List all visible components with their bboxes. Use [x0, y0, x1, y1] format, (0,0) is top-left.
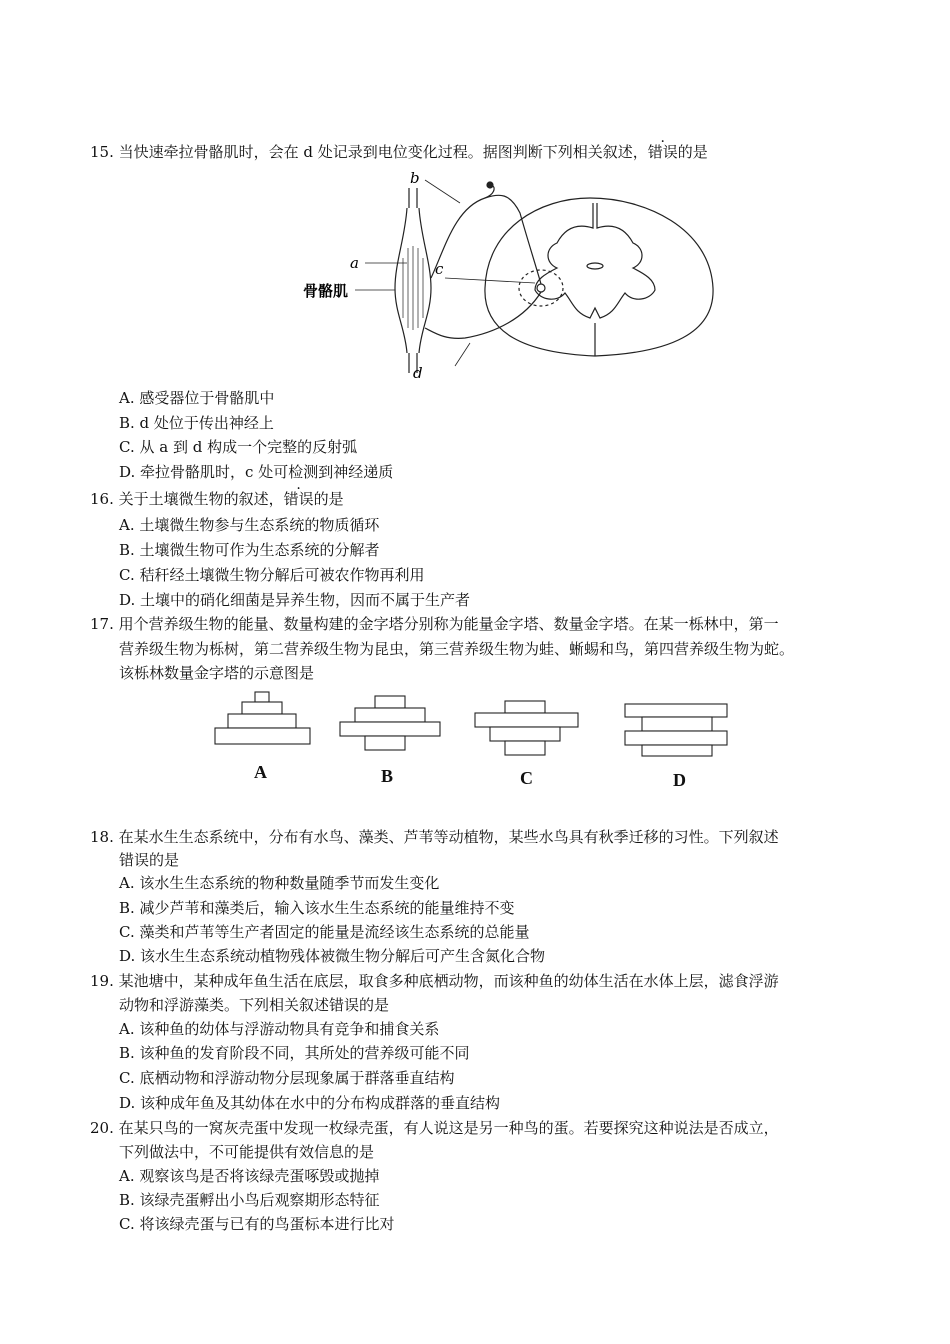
q15-stem: 15. 当快速牵拉骨骼肌时，会在 d 处记录到电位变化过程。据图判断下列相关叙述，错误的是: [90, 143, 708, 161]
q20-option-a: A. 观察该鸟是否将该绿壳蛋啄毁或抛掉: [119, 1167, 380, 1185]
q18-option-c: C. 藻类和芦苇等生产者固定的能量是流经该生态系统的总能量: [119, 923, 530, 941]
emphasis-dots: 错误: [283, 490, 314, 508]
q18-option-a: A. 该水生生态系统的物种数量随季节而发生变化: [119, 874, 440, 892]
emphasis-dots: 错误: [647, 143, 678, 161]
pyramid-label-b: B: [381, 766, 394, 786]
q19-stem-line1: 19. 某池塘中，某种成年鱼生活在底层，取食多种底栖动物，而该种鱼的幼体生活在水体上层，滤食浮游: [90, 972, 779, 990]
q20-option-c: C. 将该绿壳蛋与已有的鸟蛋标本进行比对: [119, 1215, 395, 1233]
pyramid-a: [215, 692, 310, 744]
pyramid-options-figure: [210, 688, 730, 758]
q19-option-b: B. 该种鱼的发育阶段不同，其所处的营养级可能不同: [119, 1044, 470, 1062]
q19-option-c: C. 底栖动物和浮游动物分层现象属于群落垂直结构: [119, 1069, 455, 1087]
q18-option-b: B. 减少芦苇和藻类后，输入该水生生态系统的能量维持不变: [119, 899, 515, 917]
q18-stem-line1: 18. 在某水生生态系统中，分布有水鸟、藻类、芦苇等动植物，某些水鸟具有秋季迁移的习性。下列叙述: [90, 828, 779, 846]
q20-option-b: B. 该绿壳蛋孵出小鸟后观察期形态特征: [119, 1191, 380, 1209]
q16-option-b: B. 土壤微生物可作为生态系统的分解者: [119, 541, 380, 559]
q16-option-d: D. 土壤中的硝化细菌是异养生物，因而不属于生产者: [119, 591, 471, 609]
pyramid-label-a: A: [254, 762, 267, 782]
label-b: b: [410, 169, 420, 187]
label-a: a: [350, 254, 359, 272]
q15-option-b: B. d 处位于传出神经上: [119, 414, 274, 432]
pyramid-d: [625, 704, 727, 756]
label-d: d: [413, 364, 423, 382]
q16-option-a: A. 土壤微生物参与生态系统的物质循环: [119, 516, 380, 534]
pyramid-label-d: D: [673, 770, 686, 790]
q16-stem: 16. 关于土壤微生物的叙述，错误的是: [90, 490, 344, 508]
q17-stem-line3: 该栎林数量金字塔的示意图是: [119, 664, 315, 682]
q15-option-c: C. 从 a 到 d 构成一个完整的反射弧: [119, 438, 358, 456]
pyramid-c: [475, 701, 578, 755]
q16-option-c: C. 秸秆经土壤微生物分解后可被农作物再利用: [119, 566, 425, 584]
q15-option-a: A. 感受器位于骨骼肌中: [119, 389, 275, 407]
q15-option-d: D. 牵拉骨骼肌时，c 处可检测到神经递质: [119, 463, 394, 481]
muscle-label: 骨骼肌: [303, 282, 349, 300]
q18-stem-line2: 错误的是: [119, 851, 180, 869]
pyramid-b: [340, 696, 440, 750]
q19-stem-line2: 动物和浮游藻类。下列相关叙述错误的是: [119, 996, 390, 1014]
pyramid-label-c: C: [520, 768, 533, 788]
q19-option-d: D. 该种成年鱼及其幼体在水中的分布构成群落的垂直结构: [119, 1094, 501, 1112]
q20-stem-line2: 下列做法中，不可能提供有效信息的是: [119, 1143, 375, 1161]
q17-stem-line2: 营养级生物为栎树，第二营养级生物为昆虫，第三营养级生物为蛙、蜥蜴和鸟，第四营养级生物为蛇。: [119, 640, 795, 658]
skeletal-muscle: [395, 188, 431, 373]
spinal-cord-figure: [295, 168, 745, 383]
label-c: c: [435, 260, 444, 278]
q19-option-a: A. 该种鱼的幼体与浮游动物具有竞争和捕食关系: [119, 1020, 440, 1038]
q18-option-d: D. 该水生生态系统动植物残体被微生物分解后可产生含氮化合物: [119, 947, 546, 965]
q20-stem-line1: 20. 在某只鸟的一窝灰壳蛋中发现一枚绿壳蛋，有人说这是另一种鸟的蛋。若要探究这种说法是否成立，: [90, 1119, 779, 1137]
q17-stem-line1: 17. 用个营养级生物的能量、数量构建的金字塔分别称为能量金字塔、数量金字塔。在某一栎林中，第一: [90, 615, 779, 633]
spinal-cord: [485, 198, 713, 356]
